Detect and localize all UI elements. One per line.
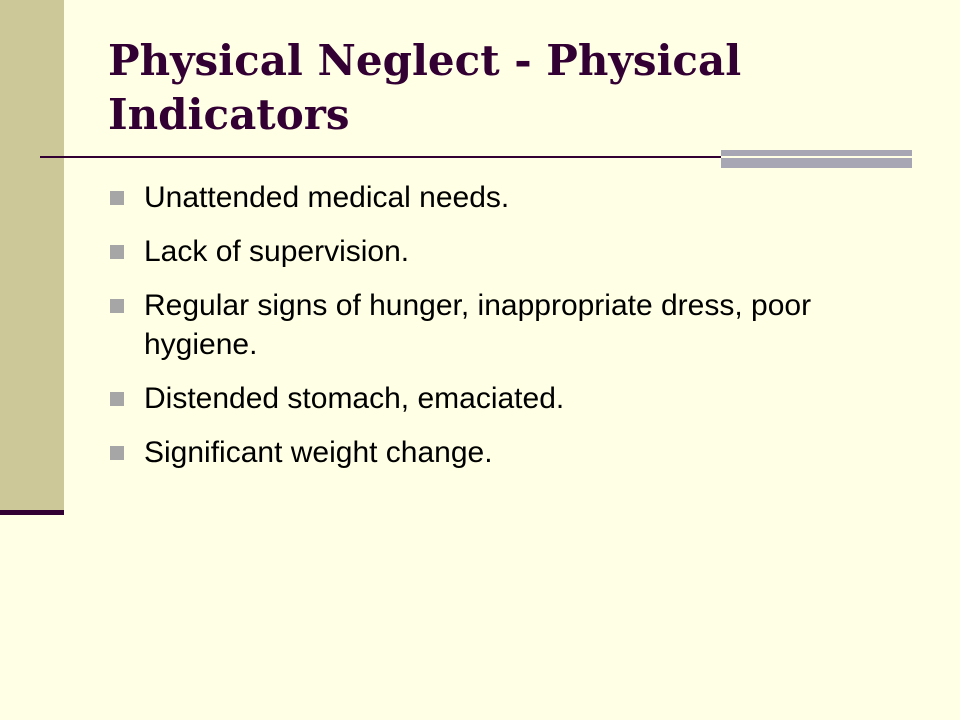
square-bullet-icon [110,446,124,460]
square-bullet-icon [110,191,124,205]
left-band-underline [0,510,64,515]
bullet-text: Unattended medical needs. [144,181,510,214]
title-divider-accent-line [721,156,912,158]
title-divider-accent [721,150,912,168]
bullet-item [108,178,908,217]
bullet-list [108,178,908,487]
square-bullet-icon [110,392,124,406]
bullet-text: Regular signs of hunger, inappropriate dress, poor hygiene. [144,289,812,361]
bullet-text: Significant weight change. [144,436,493,469]
bullet-text: Distended stomach, emaciated. [144,382,565,415]
left-decorative-band [0,0,64,510]
slide-title: Physical Neglect - Physical Indicators [108,36,742,139]
bullet-item [108,379,908,418]
bullet-item [108,232,908,271]
bullet-item [108,433,908,472]
bullet-text: Lack of supervision. [144,235,410,268]
bullet-item [108,286,908,364]
square-bullet-icon [110,299,124,313]
square-bullet-icon [110,245,124,259]
